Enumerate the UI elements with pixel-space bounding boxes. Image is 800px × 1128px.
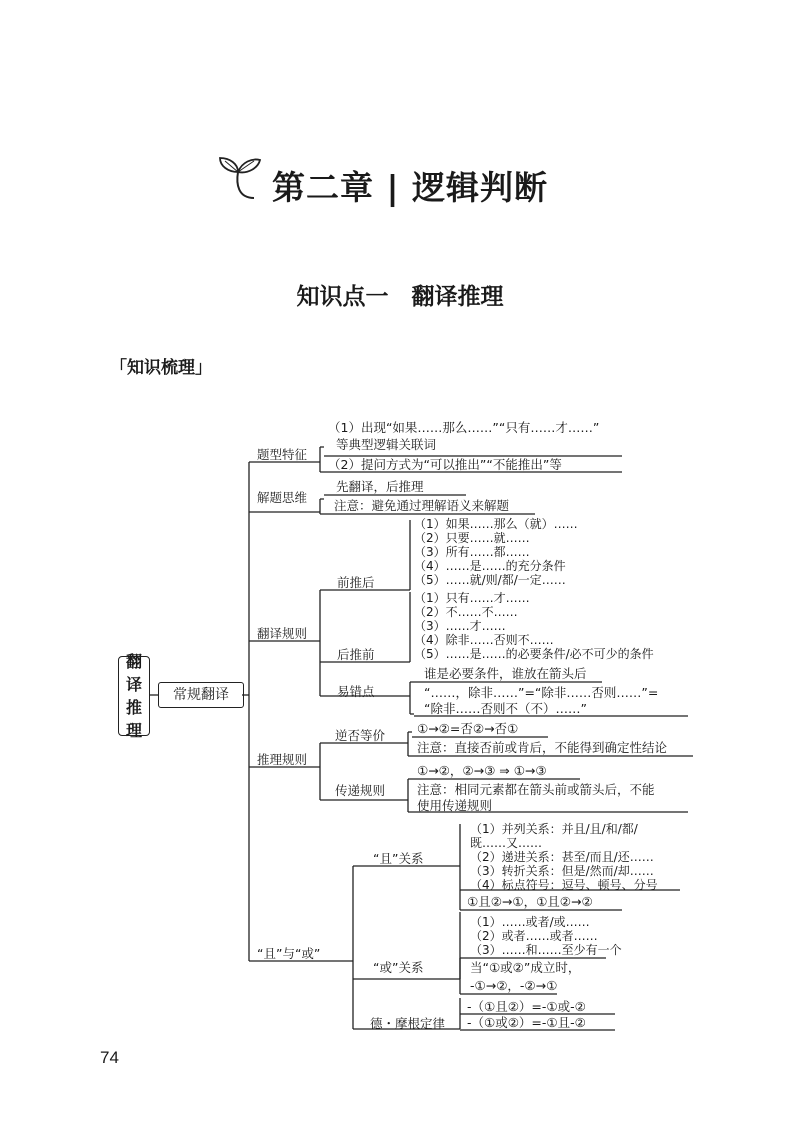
jieti-item2: 注意：避免通过理解语义来解题 — [334, 498, 510, 513]
root-char: 推 — [125, 698, 142, 717]
yicuodian-item1: 谁是必要条件，谁放在箭头后 — [424, 666, 587, 681]
huo-rule-line2: -①→②，-②→① — [470, 978, 558, 993]
demorgan-item1: -（①且②）=-①或-② — [467, 999, 586, 1014]
qiantuihou-item: （2）只要……就…… — [414, 531, 530, 545]
demorgan-item2: -（①或②）=-①且-② — [467, 1015, 586, 1030]
tixing-item2: （2）提问方式为“可以推出”“不能推出”等 — [328, 457, 562, 472]
qie-item: （2）递进关系：甚至/而且/还…… — [470, 850, 654, 864]
root-char: 译 — [125, 675, 142, 694]
qiantuihou-item: （3）所有……都…… — [414, 545, 530, 559]
branch-label-fanyi: 翻译规则 — [257, 626, 308, 641]
houtuiqian-item: （3）……才…… — [414, 619, 506, 633]
sub-label-huo: “或”关系 — [373, 960, 424, 975]
tixing-item1-line2: 等典型逻辑关联词 — [336, 437, 437, 452]
branch-label-jieti: 解题思维 — [257, 490, 308, 505]
sub-label-houtuiqian: 后推前 — [337, 647, 375, 662]
branch-label-tuili: 推理规则 — [257, 752, 308, 767]
qiantuihou-item: （4）……是……的充分条件 — [414, 559, 566, 573]
houtuiqian-item: （1）只有……才…… — [414, 591, 530, 605]
sub-label-chuandi: 传递规则 — [335, 783, 386, 798]
qiantuihou-item: （1）如果……那么（就）…… — [414, 517, 578, 531]
section-title: 知识点一 翻译推理 — [296, 284, 504, 310]
houtuiqian-item: （4）除非……否则不…… — [414, 633, 554, 647]
qie-item: 既……又…… — [470, 836, 543, 850]
branch-label-qiehuo: “且”与“或” — [257, 946, 321, 961]
huo-item: （2）或者……或者…… — [470, 929, 598, 943]
sub-label-yicuodian: 易错点 — [337, 684, 375, 699]
root-char: 理 — [125, 721, 142, 740]
qie-rule: ①且②→①，①且②→② — [467, 894, 593, 909]
qie-item: （3）转折关系：但是/然而/却…… — [470, 864, 654, 878]
yicuodian-item2-line2: “除非……否则不（不）……” — [424, 701, 587, 716]
chapter-title: 第二章 | 逻辑判断 — [272, 168, 549, 207]
huo-item: （3）……和……至少有一个 — [470, 943, 622, 957]
huo-rule-line1: 当“①或②”成立时， — [470, 960, 581, 975]
knowledge-heading: 「知识梳理」 — [110, 358, 212, 378]
chuandi-item1: ①→②，②→③ ⇒ ①→③ — [417, 763, 547, 778]
sub-label-demorgan: 德・摩根定律 — [370, 1016, 446, 1031]
qie-item: （4）标点符号：逗号、顿号、分号 — [470, 878, 658, 892]
sub-label-qiantuihou: 前推后 — [337, 575, 375, 590]
sub-label-nifou: 逆否等价 — [335, 728, 386, 743]
nifou-item2: 注意：直接否前或肯后，不能得到确定性结论 — [417, 740, 668, 755]
tixing-item1-line1: （1）出现“如果……那么……”“只有……才……” — [328, 420, 600, 435]
level1-node: 常规翻译 — [158, 682, 244, 708]
chuandi-item2-line1: 注意：相同元素都在箭头前或箭头后，不能 — [417, 782, 655, 797]
sub-label-qie: “且”关系 — [373, 851, 424, 866]
nifou-item1: ①→②=否②→否① — [417, 721, 519, 736]
yicuodian-item2-line1: “……，除非……”=“除非……否则……”= — [424, 685, 659, 700]
houtuiqian-item: （2）不……不…… — [414, 605, 518, 619]
branch-label-tixing: 题型特征 — [257, 447, 308, 462]
qie-item: （1）并列关系：并且/且/和/都/ — [470, 822, 638, 836]
huo-item: （1）……或者/或…… — [470, 915, 590, 929]
root-char: 翻 — [125, 652, 142, 671]
page-number: 74 — [100, 1048, 119, 1067]
qiantuihou-item: （5）……就/则/都/一定…… — [414, 573, 566, 587]
houtuiqian-item: （5）……是……的必要条件/必不可少的条件 — [414, 647, 654, 661]
root-node — [118, 652, 150, 740]
chuandi-item2-line2: 使用传递规则 — [417, 798, 493, 813]
jieti-item1: 先翻译，后推理 — [336, 479, 424, 494]
